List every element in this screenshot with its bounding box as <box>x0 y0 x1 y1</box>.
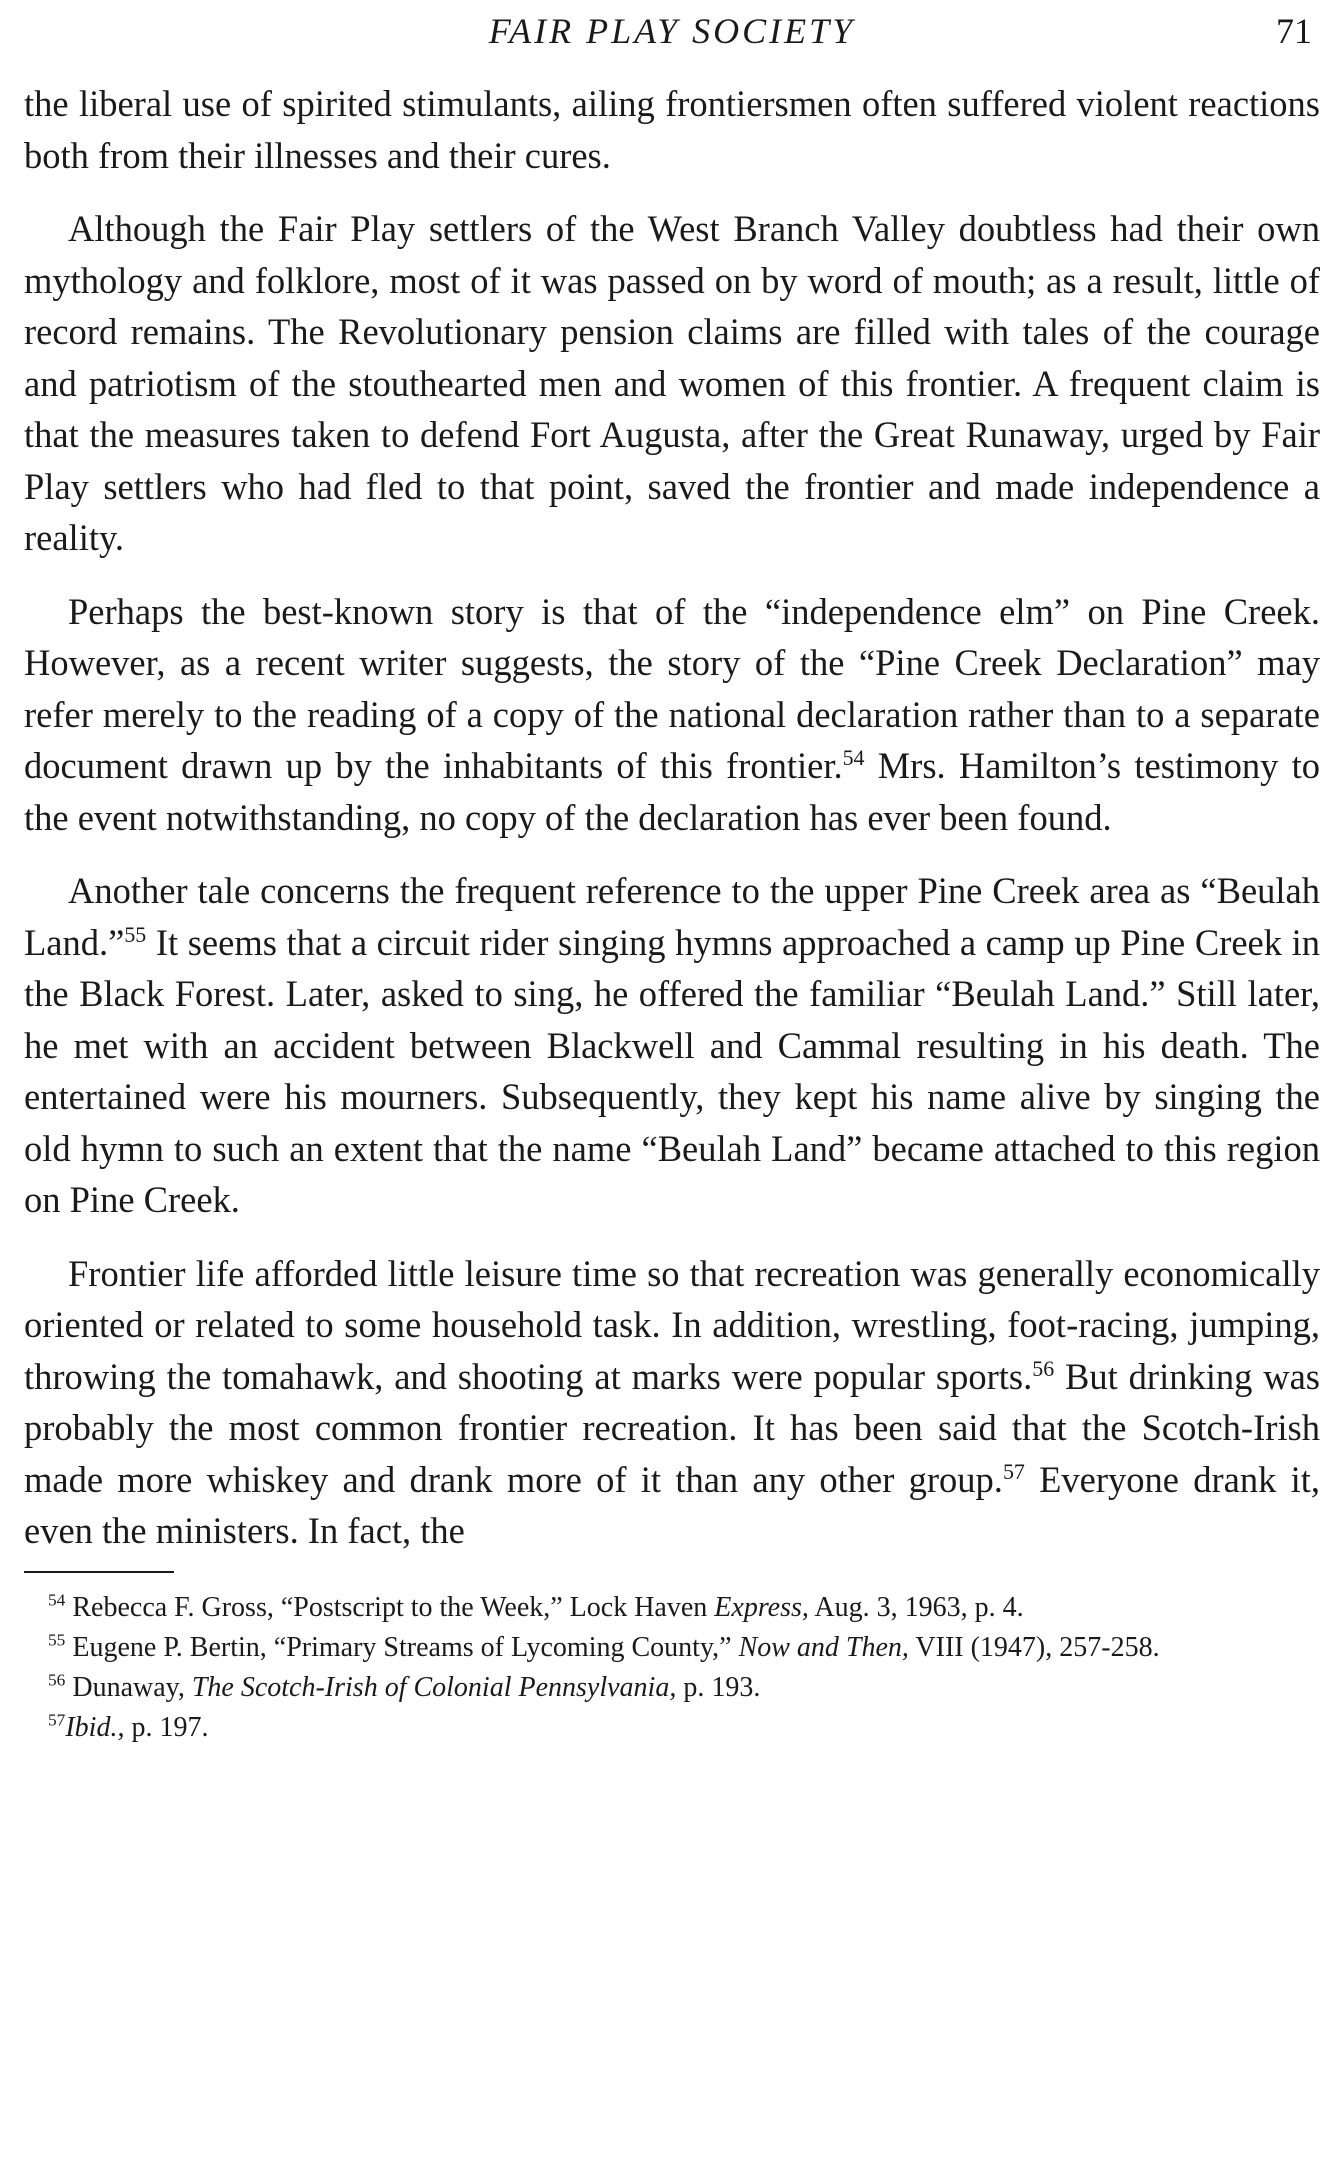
text-run: VIII (1947), 257-258. <box>908 1631 1160 1663</box>
footnote <box>24 1589 1320 1627</box>
text-run: It seems that a circuit rider singing hymns approached a camp up Pine Creek in the Black Forest. Later, asked to sing, he offered the familiar “Beulah Land.” Still later, he met with an accident between Blackwell and Cammal resulting in his death. The entertained were his mourners. Subsequently, they kept his name alive by singing the old hymn to such an extent that the name “Beulah Land” became attached to this region on Pine Creek. <box>24 921 1320 1220</box>
text-run: Frontier life afforded little leisure time so that recreation was generally economically oriented or related to some household task. In addition, wrestling, foot-racing, jumping, throwing the tomahawk, and shooting at marks were popular sports. <box>24 1252 1320 1397</box>
footnote <box>24 1709 1320 1747</box>
footnote-marker: 54 <box>48 1590 66 1610</box>
book-page <box>24 0 1320 2159</box>
footnote-marker: 57 <box>1002 1458 1025 1484</box>
text-run: Mrs. Hamilton’s testimony to the event notwithstanding, no copy of the declaration has ever been found. <box>24 745 1320 838</box>
running-head <box>24 0 1320 78</box>
running-title: FAIR PLAY SOCIETY <box>488 11 856 51</box>
italic-title: Ibid., <box>65 1711 125 1743</box>
text-run: But drinking was probably the most common frontier recreation. It has been said that the Scotch-Irish made more whiskey and drank more of it than any other group. <box>24 1355 1321 1500</box>
footnote <box>24 1629 1320 1667</box>
paragraph <box>24 1248 1320 1557</box>
text-run: Rebecca F. Gross, “Postscript to the Week,” Lock Haven <box>65 1591 715 1623</box>
paragraph <box>24 203 1320 564</box>
text-run: p. 197. <box>124 1711 209 1743</box>
footnotes <box>24 1589 1320 1747</box>
footnote-divider <box>24 1571 174 1573</box>
text-run: Another tale concerns the frequent reference to the upper Pine Creek area as “Beulah Land.” <box>24 870 1320 963</box>
text-run: Dunaway, <box>65 1671 192 1703</box>
text-run: Aug. 3, 1963, p. 4. <box>808 1591 1024 1623</box>
italic-title: The Scotch-Irish of Colonial Pennsylvania, <box>191 1671 677 1703</box>
text-run: Eugene P. Bertin, “Primary Streams of Lycoming County,” <box>65 1631 739 1663</box>
italic-title: Now and Then, <box>738 1631 909 1663</box>
paragraph <box>24 78 1320 181</box>
body-text <box>24 78 1320 1557</box>
footnote-marker: 57 <box>48 1710 66 1730</box>
footnote-marker: 56 <box>48 1670 66 1690</box>
footnote-marker: 56 <box>1032 1355 1055 1381</box>
text-run: the liberal use of spirited stimulants, ailing frontiersmen often suffered violent reactions both from their illnesses and their cures. <box>24 83 1320 176</box>
paragraph <box>24 586 1320 844</box>
footnote <box>24 1669 1320 1707</box>
italic-title: Express, <box>714 1591 809 1623</box>
paragraph <box>24 865 1320 1226</box>
footnote-marker: 54 <box>842 744 865 770</box>
footnote-marker: 55 <box>124 921 147 947</box>
text-run: Everyone drank it, even the ministers. In fact, the <box>24 1458 1320 1551</box>
text-run: Although the Fair Play settlers of the West Branch Valley doubtless had their own mythology and folklore, most of it was passed on by word of mouth; as a result, little of record remains. The Revolutionary pension claims are filled with tales of the courage and patriotism of the stouthearted men and women of this frontier. A frequent claim is that the measures taken to defend Fort Augusta, after the Great Runaway, urged by Fair Play settlers who had fled to that point, saved the frontier and made independence a reality. <box>24 208 1320 558</box>
text-run: Perhaps the best-known story is that of the “independence elm” on Pine Creek. However, as a recent writer suggests, the story of the “Pine Creek Declaration” may refer merely to the reading of a copy of the national declaration rather than to a separate document drawn up by the inhabitants of this frontier. <box>24 590 1320 786</box>
text-run: p. 193. <box>676 1671 761 1703</box>
footnote-marker: 55 <box>48 1630 66 1650</box>
page-number: 71 <box>1276 11 1312 51</box>
